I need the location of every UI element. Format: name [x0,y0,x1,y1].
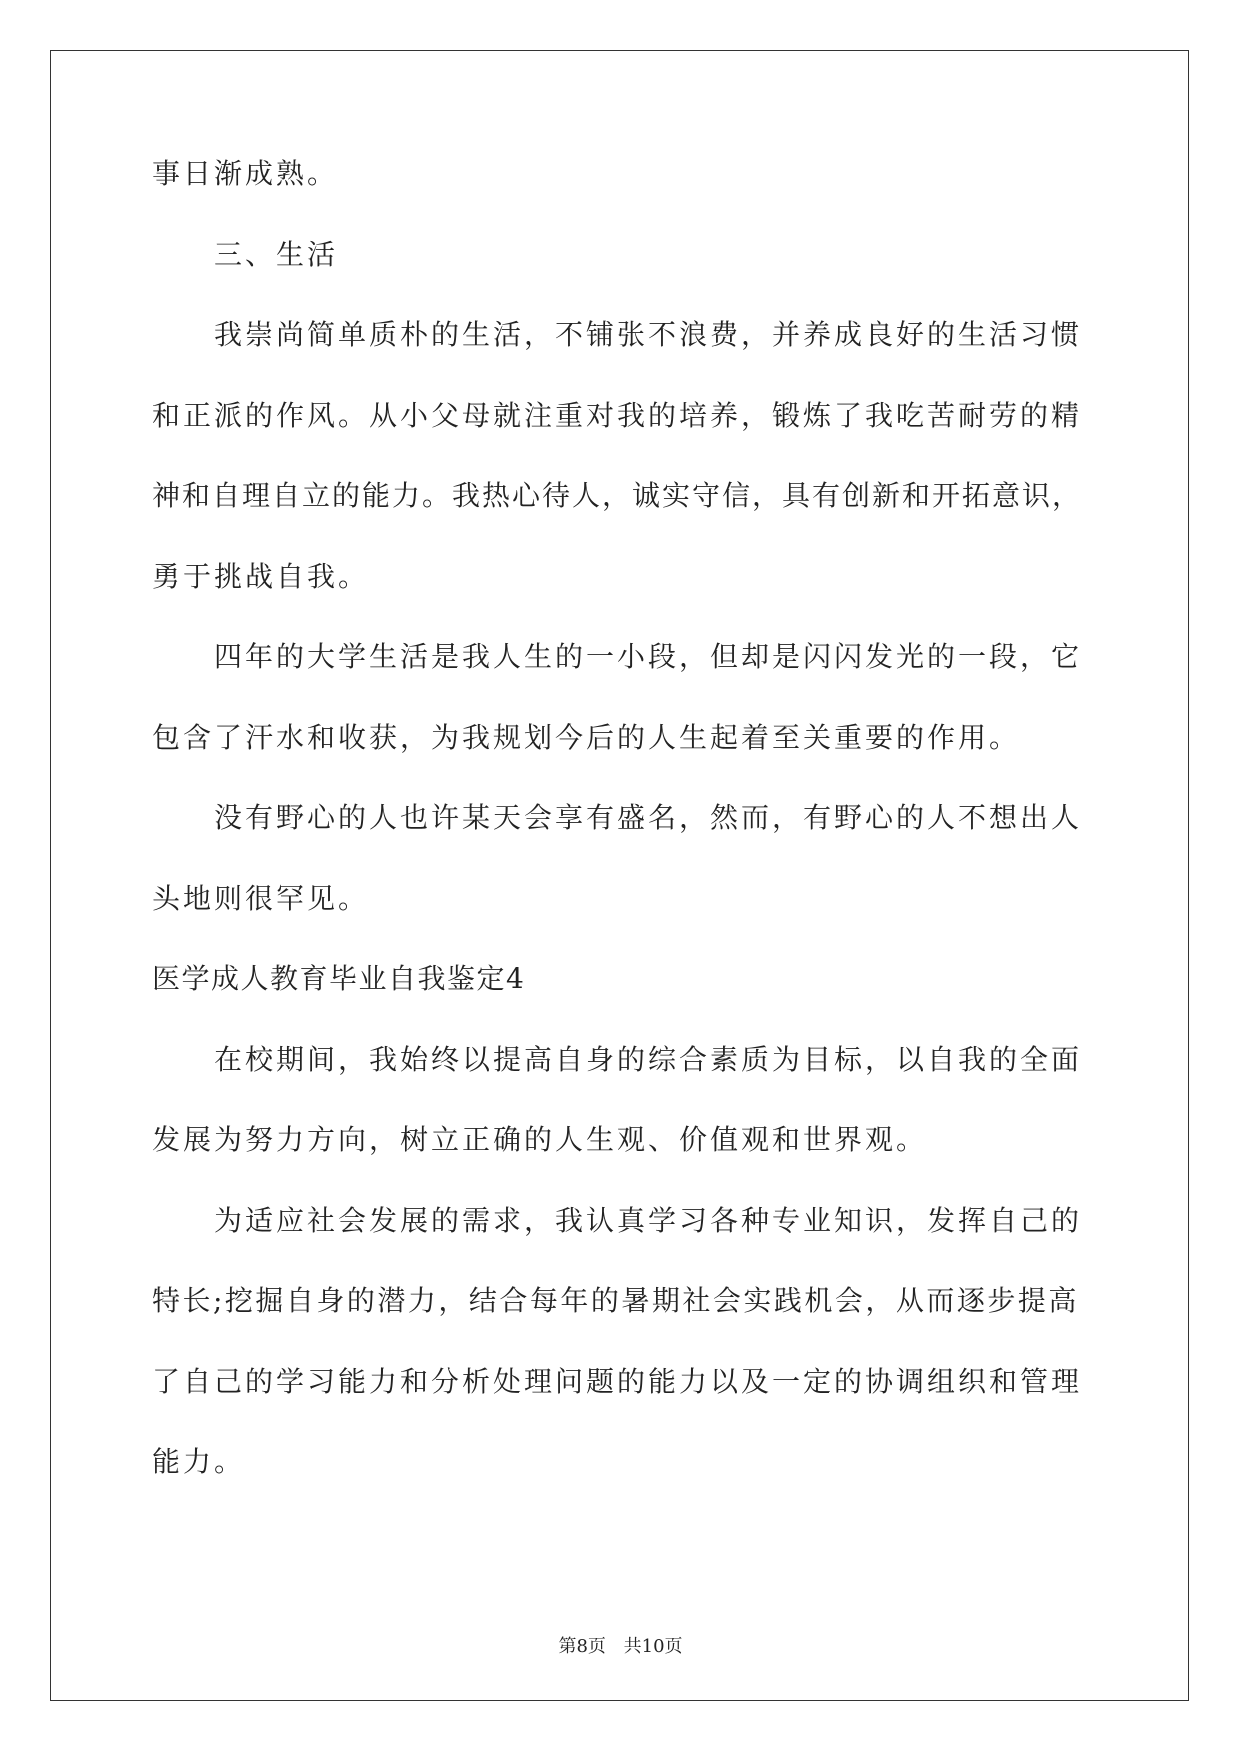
text-line: 能力。 [152,1445,246,1478]
text-line: 特长;挖掘自身的潜力，结合每年的暑期社会实践机会，从而逐步提高 [152,1284,1079,1317]
document-heading: 医学成人教育毕业自我鉴定4 [152,962,526,995]
page-total: 共10页 [623,1636,683,1657]
text-line: 了自己的学习能力和分析处理问题的能力以及一定的协调组织和管理 [152,1364,1083,1398]
page-number: 第8页 [558,1636,606,1657]
text-line: 在校期间，我始终以提高自身的综合素质为目标，以自我的全面 [214,1042,1083,1076]
text-line: 勇于挑战自我。 [152,559,370,593]
text-line: 包含了汗水和收获，为我规划今后的人生起着至关重要的作用。 [152,720,1021,754]
text-line: 和正派的作风。从小父母就注重对我的培养，锻炼了我吃苦耐劳的精 [152,398,1083,432]
text-line: 头地则很罕见。 [152,881,370,915]
page-footer [0,1632,1241,1658]
document-body [152,158,1092,1527]
text-line: 没有野心的人也许某天会享有盛名，然而，有野心的人不想出人 [214,801,1083,834]
section-heading-life: 三、生活 [214,237,339,271]
text-line: 四年的大学生活是我人生的一小段，但却是闪闪发光的一段，它 [214,640,1083,673]
text-line: 我崇尚简单质朴的生活，不铺张不浪费，并养成良好的生活习惯 [214,318,1083,351]
text-line: 事日渐成熟。 [152,157,339,190]
text-line: 为适应社会发展的需求，我认真学习各种专业知识，发挥自己的 [214,1203,1083,1237]
text-line: 神和自理自立的能力。我热心待人，诚实守信，具有创新和开拓意识， [152,479,1083,512]
text-line: 发展为努力方向，树立正确的人生观、价值观和世界观。 [152,1123,928,1156]
